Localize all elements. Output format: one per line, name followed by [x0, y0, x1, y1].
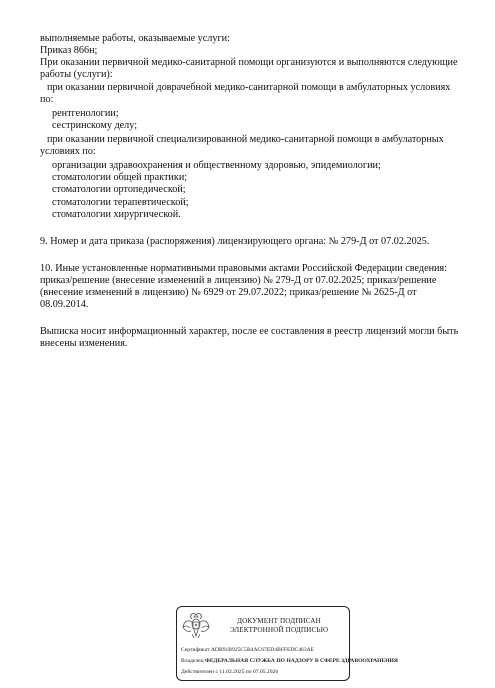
text-line: работы (услуги):: [40, 69, 113, 80]
certificate-row: [181, 647, 314, 654]
text-line: стоматологии общей практики;: [52, 172, 188, 183]
disclaimer-line: внесены изменения.: [40, 338, 128, 349]
owner-row: [181, 658, 398, 665]
text-line: стоматологии терапевтической;: [52, 197, 189, 208]
text-line: приказ/решение (внесение изменений в лицензию) № 279-Д от 07.02.2025; приказ/решение: [40, 275, 437, 286]
stamp-subtitle: ЭЛЕКТРОННОЙ ПОДПИСЬЮ: [229, 626, 329, 634]
section-9-order-number: 9. Номер и дата приказа (распоряжения) лицензирующего органа: № 279-Д от 07.02.2025.: [40, 236, 430, 247]
owner-label: Владелец: [181, 658, 204, 664]
text-line: рентгенологии;: [52, 108, 119, 119]
text-line: при оказании первичной специализированной медико-санитарной помощи в амбулаторных: [47, 134, 444, 145]
stamp-title: ДОКУМЕНТ ПОДПИСАН: [237, 617, 321, 625]
validity-row: Действителен с 11.02.2025 по 07.05.2026: [181, 669, 279, 675]
text-line: стоматологии хирургической.: [52, 209, 181, 220]
certificate-label: Сертификат: [181, 647, 210, 653]
text-line: по:: [40, 94, 54, 105]
certificate-value: ADB91B925C5B4AC67ED4BFFEDC463AE: [210, 647, 315, 653]
text-line: сестринскому делу;: [52, 120, 138, 131]
text-line: (внесение изменений в лицензию) № 6929 от 29.07.2022; приказ/решение № 2625-Д от: [40, 287, 417, 298]
section-10-heading: 10. Иные установленные нормативными правовыми актами Российской Федерации сведения:: [40, 263, 448, 274]
russian-coat-of-arms-icon: [181, 610, 211, 644]
text-line: организации здравоохранения и общественному здоровью, эпидемиологии;: [52, 160, 381, 171]
text-line: условиях по:: [40, 146, 96, 157]
text-line: выполняемые работы, оказываемые услуги:: [40, 33, 230, 44]
electronic-signature-stamp: [176, 606, 398, 681]
text-line: стоматологии ортопедической;: [52, 184, 186, 195]
text-line: при оказании первичной доврачебной медико-санитарной помощи в амбулаторных условиях: [47, 82, 451, 93]
text-line: При оказании первичной медико-санитарной помощи организуются и выполняются следующие: [40, 57, 458, 68]
disclaimer-line: Выписка носит информационный характер, после ее составления в реестр лицензий могли быть: [40, 326, 459, 337]
text-line: Приказ 866н;: [40, 45, 98, 56]
text-line: 08.09.2014.: [40, 299, 89, 310]
owner-value: ФЕДЕРАЛЬНАЯ СЛУЖБА ПО НАДЗОРУ В СФЕРЕ ЗДРАВООХРАНЕНИЯ: [205, 658, 398, 664]
